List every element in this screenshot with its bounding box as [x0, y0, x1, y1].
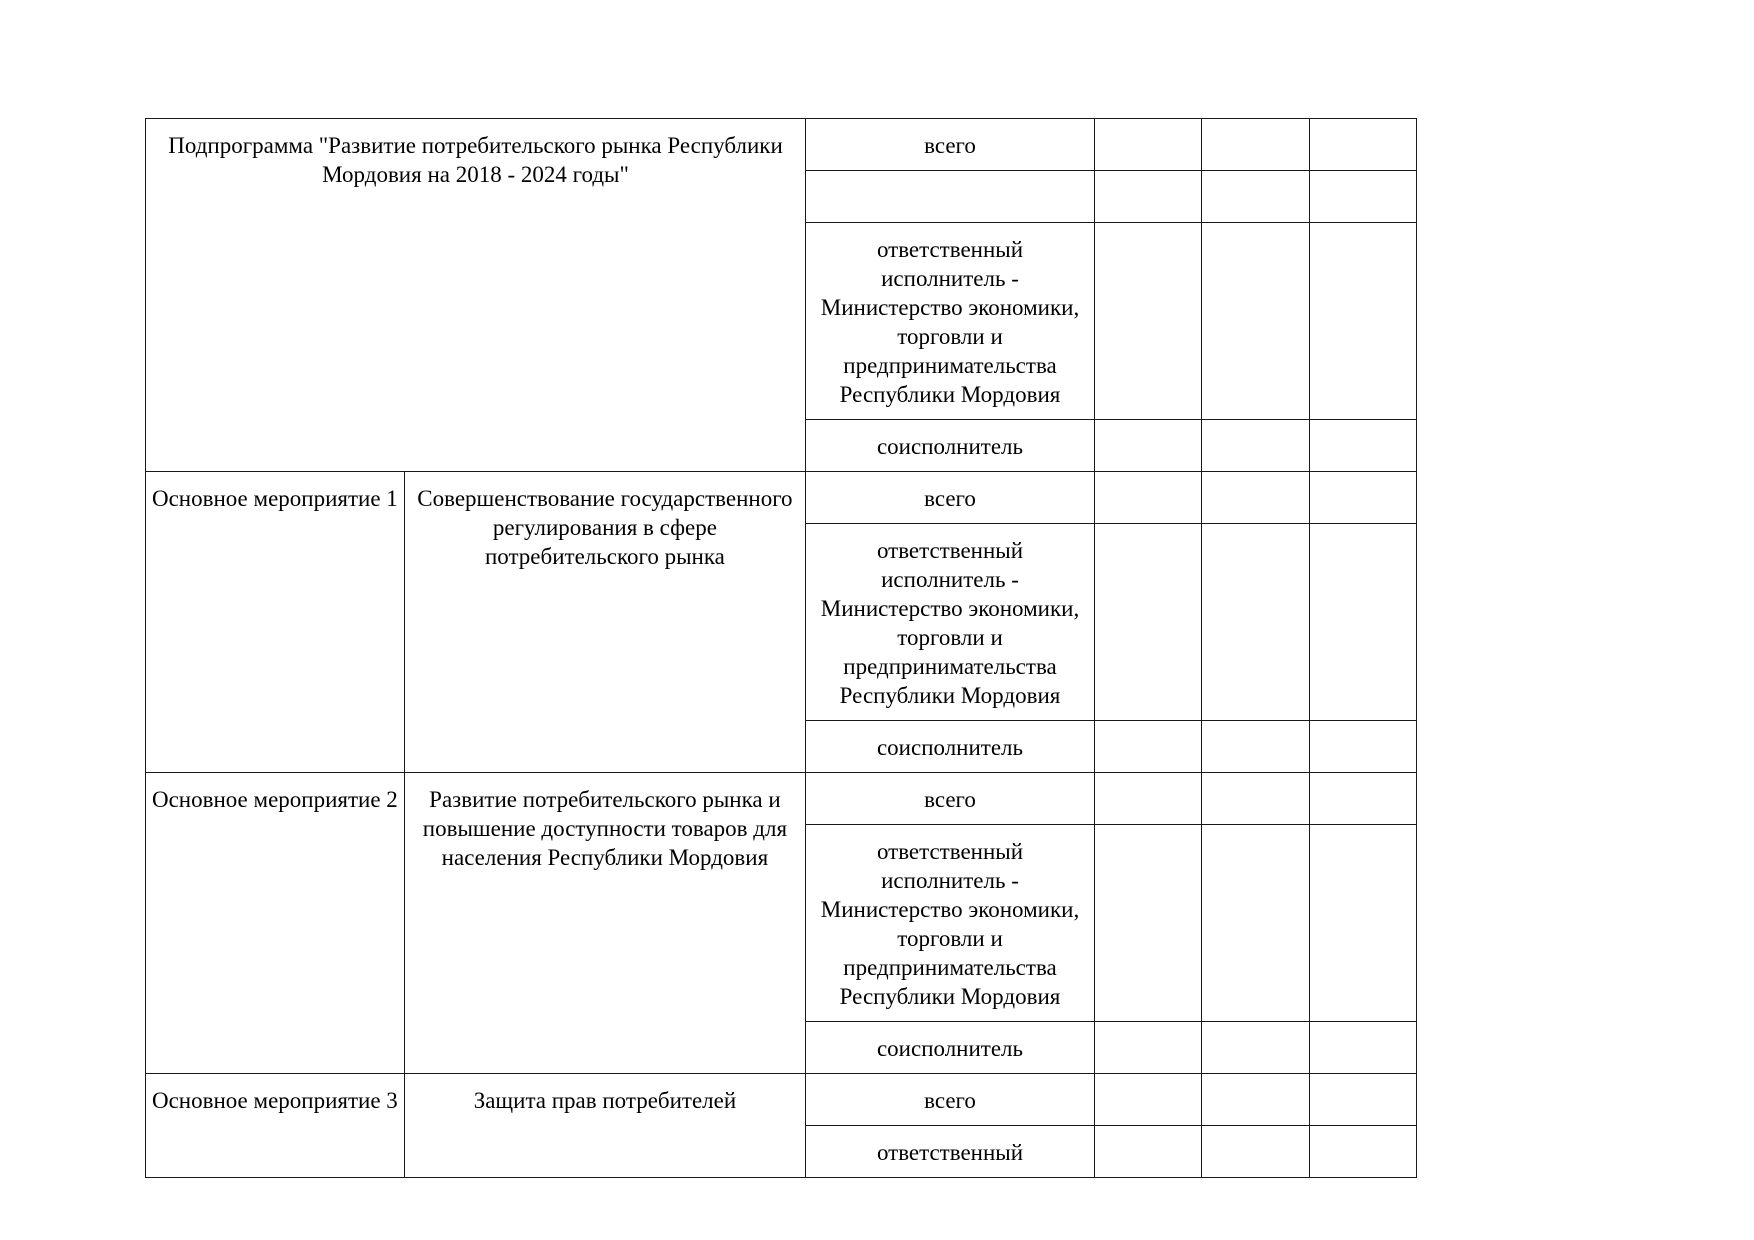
value-cell — [1202, 773, 1309, 825]
value-cell — [1202, 1074, 1309, 1126]
value-cell — [1202, 420, 1309, 472]
source-label: всего — [924, 1088, 976, 1113]
value-cell — [1309, 171, 1416, 223]
source-cell — [806, 420, 1095, 472]
activity-name-cell — [404, 1074, 805, 1178]
value-cell — [1202, 721, 1309, 773]
value-cell — [1309, 472, 1416, 524]
value-cell — [1309, 1022, 1416, 1074]
value-cell — [1309, 524, 1416, 721]
source-label: всего — [924, 133, 976, 158]
value-cell — [1309, 1074, 1416, 1126]
value-cell — [1094, 420, 1201, 472]
value-cell — [1309, 721, 1416, 773]
value-cell — [1309, 223, 1416, 420]
table-row — [146, 119, 1417, 171]
source-cell — [806, 773, 1095, 825]
source-cell — [806, 1074, 1095, 1126]
source-label: всего — [924, 486, 976, 511]
source-cell — [806, 524, 1095, 721]
source-label: соисполнитель — [876, 735, 1024, 760]
activity-code: Основное мероприятие 3 — [151, 1088, 398, 1113]
activity-name-cell — [404, 773, 805, 1074]
value-cell — [1094, 773, 1201, 825]
activity-name: Развитие потребительского рынка и повышение доступности товаров для населения Республики Мордовия — [422, 787, 788, 870]
value-cell — [1094, 825, 1201, 1022]
value-cell — [1094, 524, 1201, 721]
activity-code-cell — [146, 472, 405, 773]
value-cell — [1202, 223, 1309, 420]
subprogram-title: Подпрограмма "Развитие потребительского рынка Республики Мордовия на 2018 - 2024 годы" — [168, 133, 783, 187]
value-cell — [1202, 1126, 1309, 1178]
activity-code-cell — [146, 1074, 405, 1178]
value-cell — [1309, 773, 1416, 825]
subprogram-title-cell — [146, 119, 806, 472]
source-label: ответственный исполнитель - Министерство экономики, торговли и предпринимательства Республики Мордовия — [820, 839, 1080, 1009]
source-label: соисполнитель — [876, 434, 1024, 459]
value-cell — [1202, 119, 1309, 171]
value-cell — [1094, 223, 1201, 420]
source-cell — [806, 721, 1095, 773]
activity-code: Основное мероприятие 1 — [151, 486, 398, 511]
value-cell — [1202, 472, 1309, 524]
source-cell — [806, 472, 1095, 524]
source-cell — [806, 223, 1095, 420]
value-cell — [1309, 119, 1416, 171]
source-cell — [806, 171, 1095, 223]
activity-name: Защита прав потребителей — [473, 1088, 737, 1113]
value-cell — [1202, 171, 1309, 223]
source-label — [806, 171, 1094, 183]
activity-code: Основное мероприятие 2 — [151, 787, 398, 812]
source-label: ответственный — [876, 1140, 1024, 1165]
value-cell — [1202, 524, 1309, 721]
source-cell — [806, 1126, 1095, 1178]
source-label: ответственный исполнитель - Министерство экономики, торговли и предпринимательства Республики Мордовия — [820, 237, 1080, 407]
value-cell — [1094, 472, 1201, 524]
activity-name: Совершенствование государственного регулирования в сфере потребительского рынка — [417, 486, 793, 569]
value-cell — [1094, 721, 1201, 773]
value-cell — [1309, 825, 1416, 1022]
value-cell — [1202, 825, 1309, 1022]
value-cell — [1202, 1022, 1309, 1074]
value-cell — [1094, 1126, 1201, 1178]
source-label: соисполнитель — [876, 1036, 1024, 1061]
value-cell — [1094, 171, 1201, 223]
table-row — [146, 1074, 1417, 1126]
source-cell — [806, 1022, 1095, 1074]
table-row — [146, 472, 1417, 524]
source-cell — [806, 825, 1095, 1022]
source-cell — [806, 119, 1095, 171]
value-cell — [1094, 119, 1201, 171]
source-label: ответственный исполнитель - Министерство экономики, торговли и предпринимательства Республики Мордовия — [820, 538, 1080, 708]
value-cell — [1094, 1022, 1201, 1074]
value-cell — [1094, 1074, 1201, 1126]
table-row — [146, 773, 1417, 825]
program-table — [145, 118, 1417, 1178]
value-cell — [1309, 420, 1416, 472]
source-label: всего — [924, 787, 976, 812]
activity-code-cell — [146, 773, 405, 1074]
value-cell — [1309, 1126, 1416, 1178]
activity-name-cell — [404, 472, 805, 773]
